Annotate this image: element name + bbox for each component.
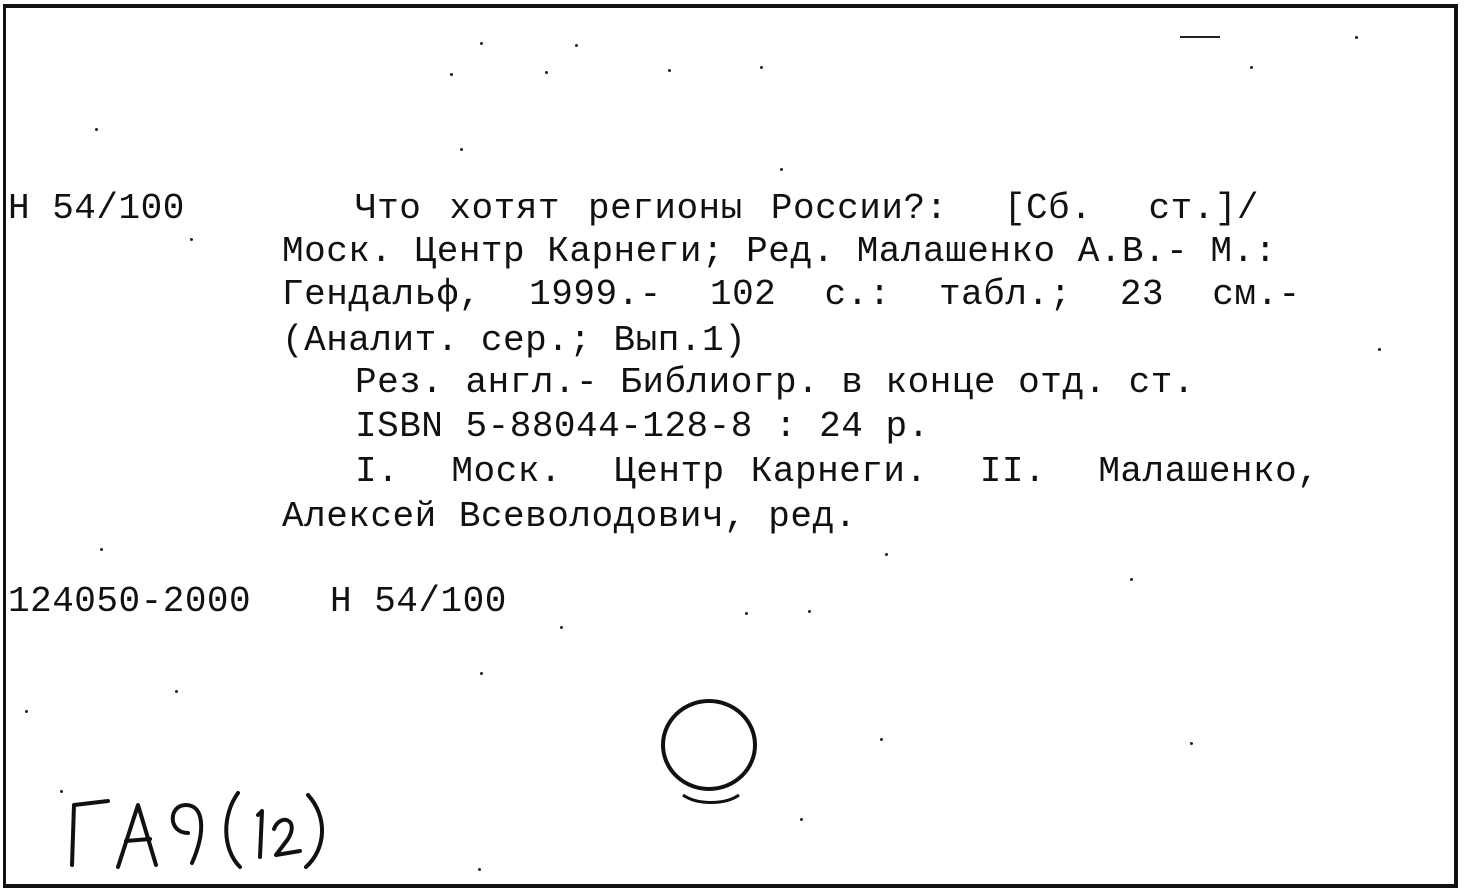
speck — [745, 612, 748, 615]
speck — [800, 818, 803, 821]
speck — [460, 148, 463, 151]
speck — [880, 738, 883, 741]
speck — [560, 626, 563, 629]
series-line: (Аналит. сер.; Вып.1) — [282, 320, 747, 361]
speck — [1130, 578, 1133, 581]
notes-line: Рез. англ.- Библиогр. в конце отд. ст. — [355, 362, 1195, 403]
imprint-line: Гендальф, 1999.- 102 с.: табл.; 23 см.- — [282, 274, 1301, 315]
call-number-bottom: Н 54/100 — [330, 581, 507, 622]
punch-hole — [655, 695, 765, 810]
speck — [450, 73, 453, 76]
speck — [668, 69, 671, 72]
speck — [60, 790, 63, 793]
speck — [480, 42, 483, 45]
tracing-line: I. Моск. Центр Карнеги. II. Малашенко, — [355, 451, 1320, 492]
call-number-top: Н 54/100 — [8, 188, 185, 229]
speck — [545, 71, 548, 74]
card-number: 124050-2000 — [8, 581, 252, 622]
speck — [1250, 66, 1253, 69]
speck — [25, 710, 28, 713]
speck — [760, 66, 763, 69]
speck — [480, 672, 483, 675]
publisher-line: Моск. Центр Карнеги; Ред. Малашенко А.В.- М.: — [282, 231, 1277, 272]
title-line: Что хотят регионы России?: [Сб. ст.]/ — [355, 188, 1260, 229]
speck — [95, 128, 98, 131]
isbn-line: ISBN 5-88044-128-8 : 24 р. — [355, 406, 930, 447]
speck — [100, 548, 103, 551]
speck — [1378, 348, 1381, 351]
speck — [780, 168, 783, 171]
speck — [190, 238, 193, 241]
speck — [1190, 742, 1193, 745]
handwritten-mark — [60, 775, 350, 875]
speck — [885, 553, 888, 556]
speck — [808, 610, 811, 613]
speck — [575, 44, 578, 47]
speck — [478, 868, 481, 871]
tracing-continuation: Алексей Всеволодович, ред. — [282, 496, 857, 537]
speck — [175, 690, 178, 693]
speck — [1355, 36, 1358, 39]
speck — [1180, 36, 1220, 38]
